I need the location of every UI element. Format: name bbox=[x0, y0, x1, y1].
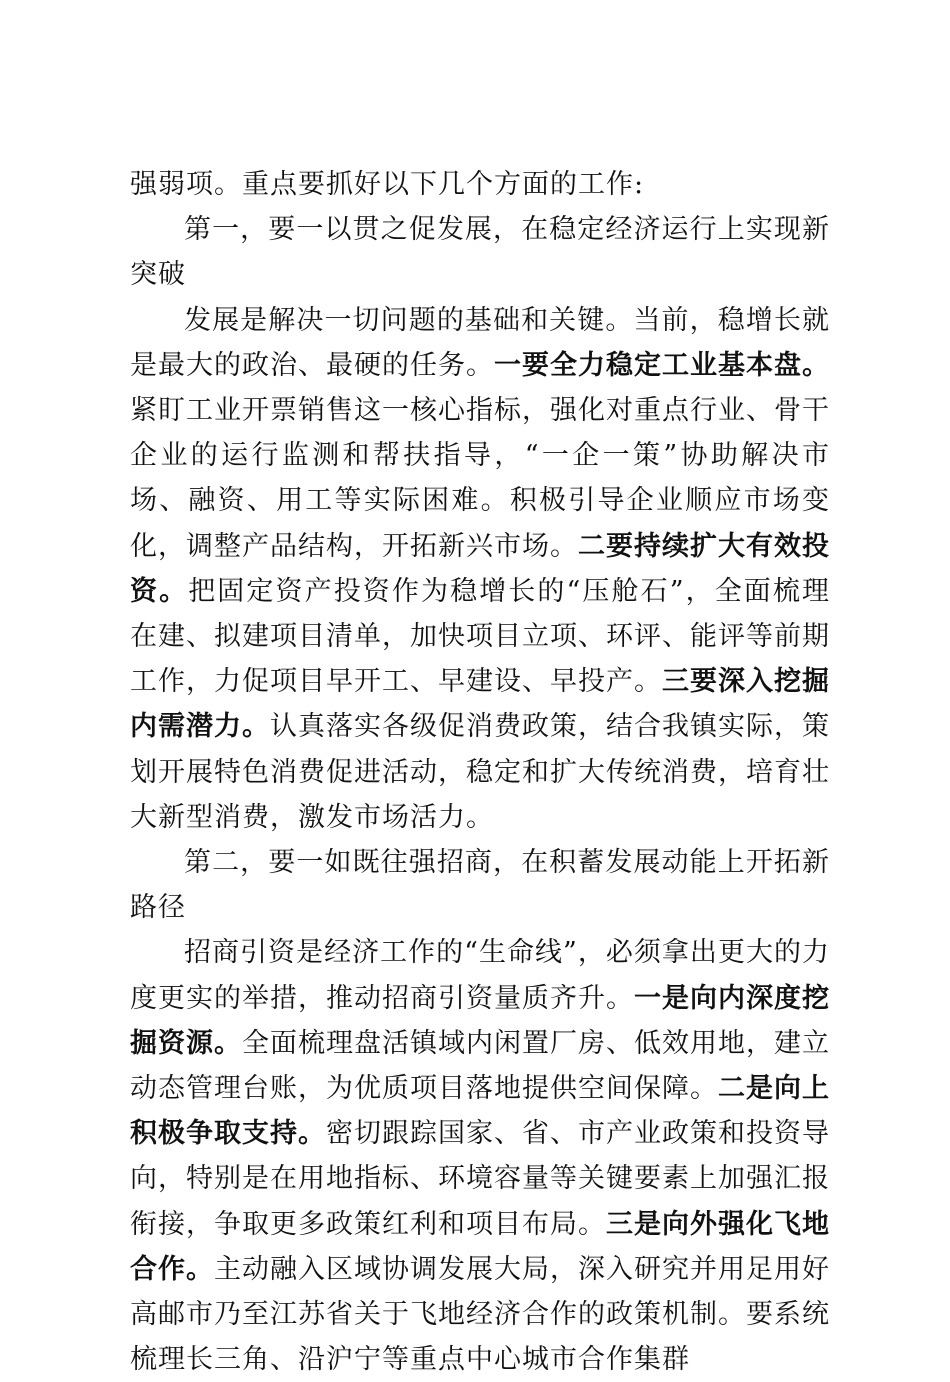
text-segment: 招商引资是经济工作的“生命线”，必须拿出更大的力度更实的举措，推动招商引资量质齐升。 bbox=[130, 937, 830, 1014]
bold-lead-phrase: 三是向外强化飞地合作。 bbox=[130, 1208, 830, 1285]
section-heading-2 bbox=[130, 840, 830, 930]
text-segment: 发展是解决一切问题的基础和关键。当前，稳增长就是最大的政治、最硬的任务。 bbox=[130, 304, 830, 381]
bold-lead-phrase: 一要全力稳定工业基本盘。 bbox=[494, 349, 830, 381]
paragraph-intro bbox=[130, 162, 830, 207]
paragraph-section-2 bbox=[130, 930, 830, 1382]
bold-lead-phrase: 一是向内深度挖掘资源。 bbox=[130, 982, 830, 1059]
text-segment: 密切跟踪国家、省、市产业政策和投资导向，特别是在用地指标、环境容量等关键要素上加强汇报衔接，争取更多政策红利和项目布局。 bbox=[130, 1118, 830, 1240]
paragraph-section-1 bbox=[130, 298, 830, 840]
text-segment: 紧盯工业开票销售这一核心指标，强化对重点行业、骨干企业的运行监测和帮扶指导，“一企一策”协助解决市场、融资、用工等实际困难。积极引导企业顺应市场变化，调整产品结构，开拓新兴市场。 bbox=[130, 395, 830, 562]
document-body bbox=[130, 162, 830, 1382]
text-segment: 第二，要一如既往强招商，在积蓄发展动能上开拓新路径 bbox=[130, 847, 830, 924]
text-segment: 全面梳理盘活镇域内闲置厂房、低效用地，建立动态管理台账，为优质项目落地提供空间保障。 bbox=[130, 1027, 830, 1105]
text-segment: 认真落实各级促消费政策，结合我镇实际，策划开展特色消费促进活动，稳定和扩大传统消费，培育壮大新型消费，激发市场活力。 bbox=[130, 711, 830, 833]
bold-lead-phrase: 二要持续扩大有效投资。 bbox=[130, 530, 830, 607]
bold-lead-phrase: 三要深入挖掘内需潜力。 bbox=[130, 666, 830, 743]
text-segment: 第一，要一以贯之促发展，在稳定经济运行上实现新突破 bbox=[130, 214, 830, 291]
bold-lead-phrase: 二是向上积极争取支持。 bbox=[130, 1073, 830, 1150]
text-segment: 把固定资产投资作为稳增长的“压舱石”，全面梳理在建、拟建项目清单，加快项目立项、环评、能评等前期工作，力促项目早开工、早建设、早投产。 bbox=[130, 575, 830, 698]
text-segment: 强弱项。重点要抓好以下几个方面的工作: bbox=[130, 169, 645, 200]
text-segment: 主动融入区域协调发展大局，深入研究并用足用好高邮市乃至江苏省关于飞地经济合作的政策机制。要系统梳理长三角、沿沪宁等重点中心城市合作集群 bbox=[130, 1253, 830, 1376]
section-heading-1 bbox=[130, 207, 830, 297]
